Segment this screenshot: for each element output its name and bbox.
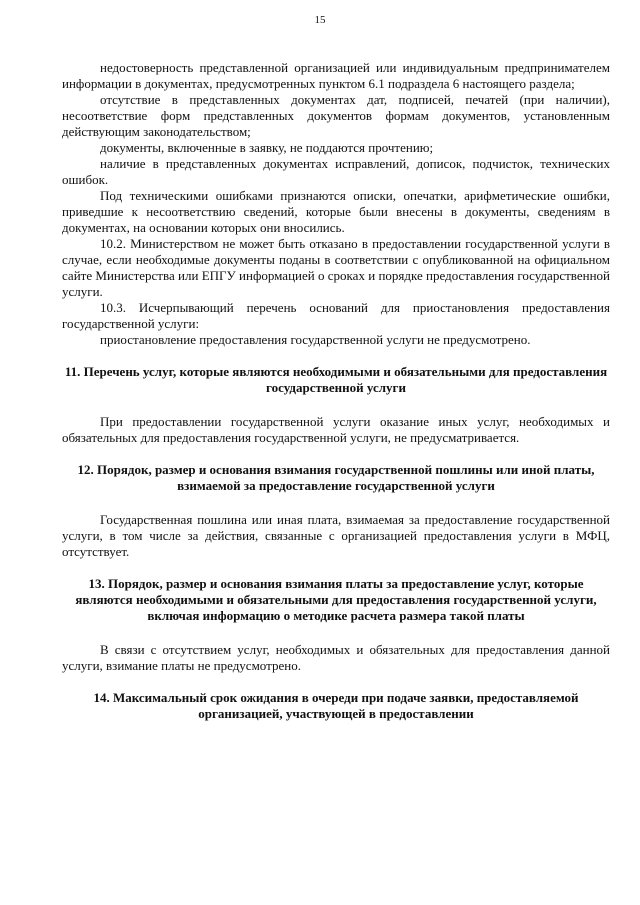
paragraph: 10.3. Исчерпывающий перечень оснований для приостановления предоставления государственной услуги: [62,300,610,331]
paragraph: наличие в представленных документах исправлений, дописок, подчисток, технических ошибок. [62,156,610,187]
section-12-text: Государственная пошлина или иная плата, взимаемая за предоставление государственной услуги, в том числе за действия, связанные с организацией предоставления услуги в МФЦ, отсутствует. [62,512,610,559]
section-11-text: При предоставлении государственной услуги оказание иных услуг, необходимых и обязательных для предоставления государственной услуги, не предусматривается. [62,414,610,445]
page-number: 15 [314,14,326,26]
paragraph: отсутствие в представленных документах дат, подписей, печатей (при наличии), несоответствие форм представленных документов формам документов, установленным действующим законодательством; [62,92,610,139]
paragraph: 10.2. Министерством не может быть отказано в предоставлении государственной услуги в случае, если необходимые документы поданы в соответствии с опубликованной на официальном сайте Министерства или ЕПГУ информацией о сроках и порядке предоставления государственной услуги. [62,236,610,299]
paragraph: Под техническими ошибками признаются описки, опечатки, арифметические ошибки, приведшие к несоответствию сведений, которые были внесены в документы, сведениям в документах, на основании которых они вносились. [62,188,610,235]
section-13-heading: 13. Порядок, размер и основания взимания платы за предоставление услуг, которые являются необходимыми и обязательными для предоставления государственной услуги, включая информацию о методике расчета размера такой платы [75,576,597,623]
paragraph: приостановление предоставления государственной услуги не предусмотрено. [100,332,531,347]
paragraph: документы, включенные в заявку, не поддаются прочтению; [100,140,434,155]
section-11-heading: 11. Перечень услуг, которые являются необходимыми и обязательными для предоставления государственной услуги [64,364,608,395]
section-13-text: В связи с отсутствием услуг, необходимых и обязательных для предоставления данной услуги, взимание платы не предусмотрено. [62,642,610,673]
paragraph: недостоверность представленной организацией или индивидуальным предпринимателем информации в документах, предусмотренных пунктом 6.1 подраздела 6 настоящего раздела; [62,60,610,91]
section-14-heading: 14. Максимальный срок ожидания в очереди при подаче заявки, предоставляемой организацией, участвующей в предоставлении [93,690,579,721]
section-12-heading: 12. Порядок, размер и основания взимания государственной пошлины или иной платы, взимаемой за предоставление государственной услуги [77,462,595,493]
page-content [62,60,610,722]
